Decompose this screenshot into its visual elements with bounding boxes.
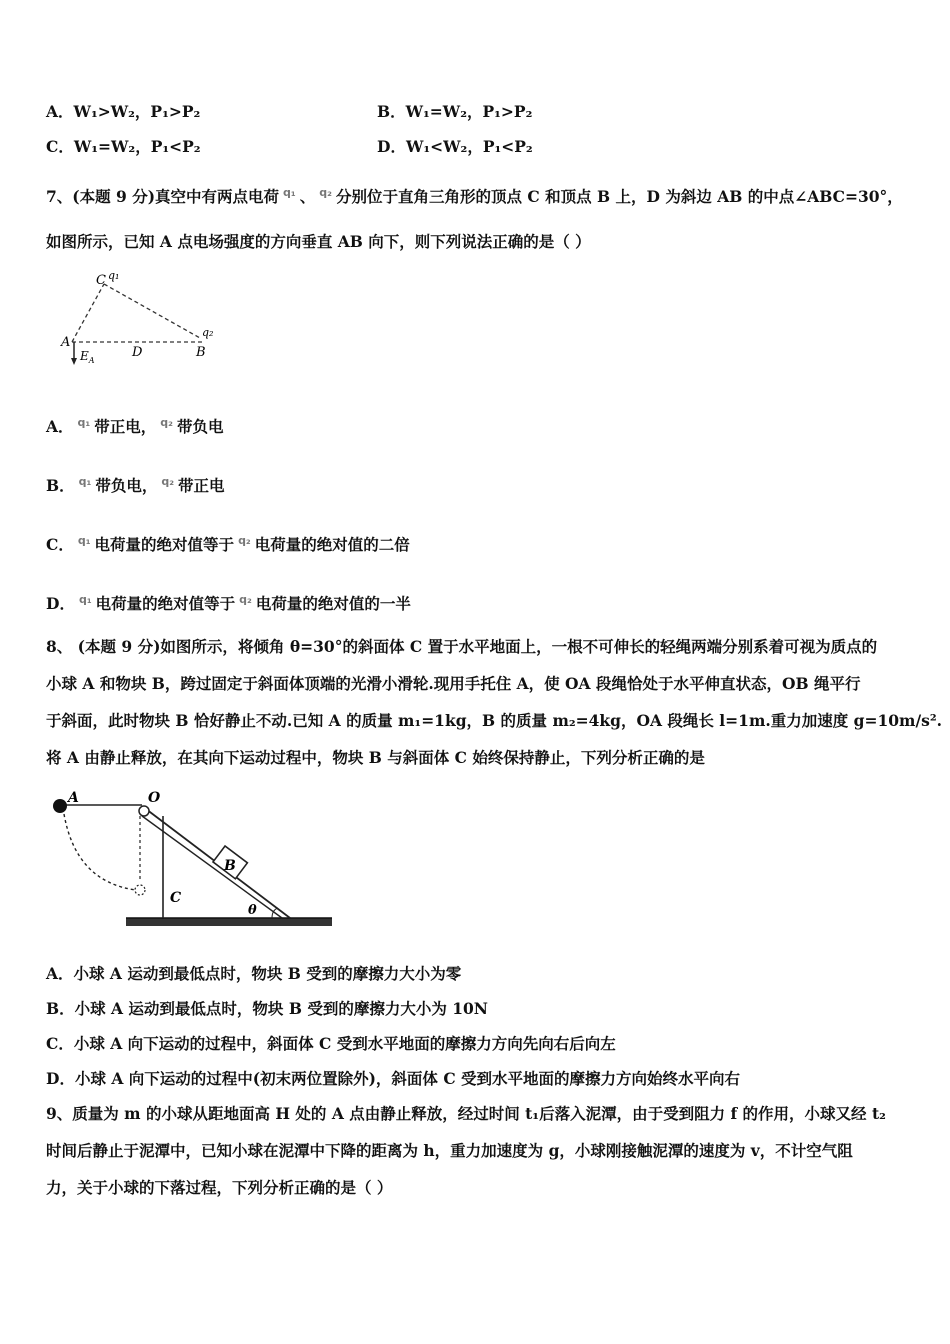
q6-option-a-text: W₁>W₂，P₁>P₂ — [73, 102, 201, 121]
q7-label-b: B — [196, 345, 206, 360]
q8-label-theta: θ — [248, 903, 257, 918]
q6-option-d-label: D． — [377, 137, 406, 156]
q8-label-c: C — [170, 890, 182, 906]
q8-label-a: A — [68, 790, 79, 806]
q7-ea-arrowhead — [71, 358, 77, 365]
q7-option-c-text1: 电荷量的绝对值等于 — [94, 535, 235, 554]
q7-line-ac — [72, 284, 104, 342]
q7-option-b — [46, 471, 225, 497]
q6-option-d-text: W₁<W₂，P₁<P₂ — [405, 137, 533, 156]
q7-option-b-text1: 带负电， — [95, 476, 158, 495]
q9-stem-line2: 时间后静止于泥潭中，已知小球在泥潭中下降的距离为 h，重力加速度为 g，小球刚接触泥潭的速度为 v，不计空气阻 — [46, 1141, 853, 1160]
q7-triangle-figure — [46, 262, 226, 372]
q6-option-c — [46, 136, 201, 158]
q8-swing-path — [64, 814, 136, 890]
q7-stem-line1 — [46, 182, 903, 208]
q7-option-a-text1: 带正电， — [94, 417, 157, 436]
q7-option-d-text2: 电荷量的绝对值的一半 — [255, 594, 411, 613]
q7-separator: 、 — [299, 187, 316, 206]
q7-option-a-label: A． — [46, 417, 74, 436]
q7-option-a — [46, 412, 223, 438]
q7-label-ea: $E_A$ — [80, 349, 95, 365]
q8-stem-line3: 于斜面，此时物块 B 恰好静止不动.已知 A 的质量 m₁=1kg，B 的质量 m₂=4kg，OA 段绳长 l=1m.重力加速度 g=10m/s². — [46, 711, 943, 730]
q7-label-q2: q₂ — [202, 326, 214, 339]
q7-option-a-text2: 带负电 — [176, 417, 224, 436]
q9-stem-line1: 9、质量为 m 的小球从距地面高 H 处的 A 点由静止释放，经过时间 t₁后落入泥潭，由于受到阻力 f 的作用，小球又经 t₂ — [46, 1104, 886, 1123]
q7-option-c — [46, 530, 410, 556]
q7-label-d: D — [132, 345, 143, 360]
q7-option-c-q2: q₂ — [238, 534, 251, 547]
q6-option-d — [377, 136, 533, 158]
q7-q1-symbol: q₁ — [283, 186, 296, 199]
q7-line-cb — [104, 284, 200, 338]
q8-pulley — [139, 806, 149, 816]
q7-option-a-q2: q₂ — [160, 416, 173, 429]
q8-incline-figure — [46, 782, 336, 934]
q7-stem-part1: 7、(本题 9 分)真空中有两点电荷 — [46, 187, 280, 206]
q6-option-c-text: W₁=W₂，P₁<P₂ — [73, 137, 201, 156]
q8-option-b: B．小球 A 运动到最低点时，物块 B 受到的摩擦力大小为 10N — [46, 999, 488, 1018]
q7-label-c: C — [96, 273, 106, 288]
q6-option-a-label: A． — [46, 102, 74, 121]
q8-ball-low — [135, 885, 145, 895]
q8-label-b: B — [224, 858, 236, 874]
q7-stem-part2: 分别位于直角三角形的顶点 C 和顶点 B 上，D 为斜边 AB 的中点∠ABC=30°， — [335, 187, 903, 206]
q6-option-b — [377, 101, 532, 123]
q8-stem-line2: 小球 A 和物块 B，跨过固定于斜面体顶端的光滑小滑轮.现用手托住 A，使 OA 段绳恰处于水平伸直状态，OB 绳平行 — [46, 674, 861, 693]
q8-ball-a — [53, 799, 67, 813]
q6-option-c-label: C． — [46, 137, 74, 156]
q7-q2-symbol: q₂ — [319, 186, 332, 199]
q8-option-c: C．小球 A 向下运动的过程中，斜面体 C 受到水平地面的摩擦力方向先向右后向左 — [46, 1034, 616, 1053]
q8-stem-line1: 8、 (本题 9 分)如图所示，将倾角 θ=30°的斜面体 C 置于水平地面上，一根不可伸长的轻绳两端分别系着可视为质点的 — [46, 637, 878, 656]
q7-option-b-text2: 带正电 — [178, 476, 225, 495]
q7-option-b-q1: q₁ — [78, 475, 92, 488]
q7-label-a: A — [61, 335, 71, 350]
q6-option-a — [46, 101, 200, 123]
q8-label-o: O — [148, 790, 161, 806]
q7-option-c-text2: 电荷量的绝对值的二倍 — [254, 535, 410, 554]
q8-option-a: A．小球 A 运动到最低点时，物块 B 受到的摩擦力大小为零 — [46, 964, 462, 983]
q8-stem-line4: 将 A 由静止释放，在其向下运动过程中，物块 B 与斜面体 C 始终保持静止，下列分析正确的是 — [46, 748, 705, 767]
q6-option-b-label: B． — [377, 102, 406, 121]
q7-option-d-q2: q₂ — [239, 593, 252, 606]
q7-option-d-q1: q₁ — [78, 593, 92, 606]
q7-option-d — [46, 589, 411, 615]
q8-option-d: D．小球 A 向下运动的过程中(初末两位置除外)，斜面体 C 受到水平地面的摩擦力方向始终水平向右 — [46, 1069, 741, 1088]
q6-option-b-text: W₁=W₂，P₁>P₂ — [405, 102, 533, 121]
q7-option-d-label: D． — [46, 594, 75, 613]
q7-stem-line2: 如图所示，已知 A 点电场强度的方向垂直 AB 向下，则下列说法正确的是（ ） — [46, 232, 591, 251]
q7-option-a-q1: q₁ — [77, 416, 91, 429]
q9-stem-line3: 力，关于小球的下落过程，下列分析正确的是（ ） — [46, 1178, 393, 1197]
q7-option-d-text1: 电荷量的绝对值等于 — [95, 594, 236, 613]
q7-option-c-label: C． — [46, 535, 74, 554]
q7-option-b-label: B． — [46, 476, 75, 495]
q7-option-b-q2: q₂ — [161, 475, 175, 488]
q7-option-c-q1: q₁ — [77, 534, 91, 547]
q7-label-q1: q₁ — [108, 269, 120, 282]
q8-ground — [126, 918, 332, 926]
